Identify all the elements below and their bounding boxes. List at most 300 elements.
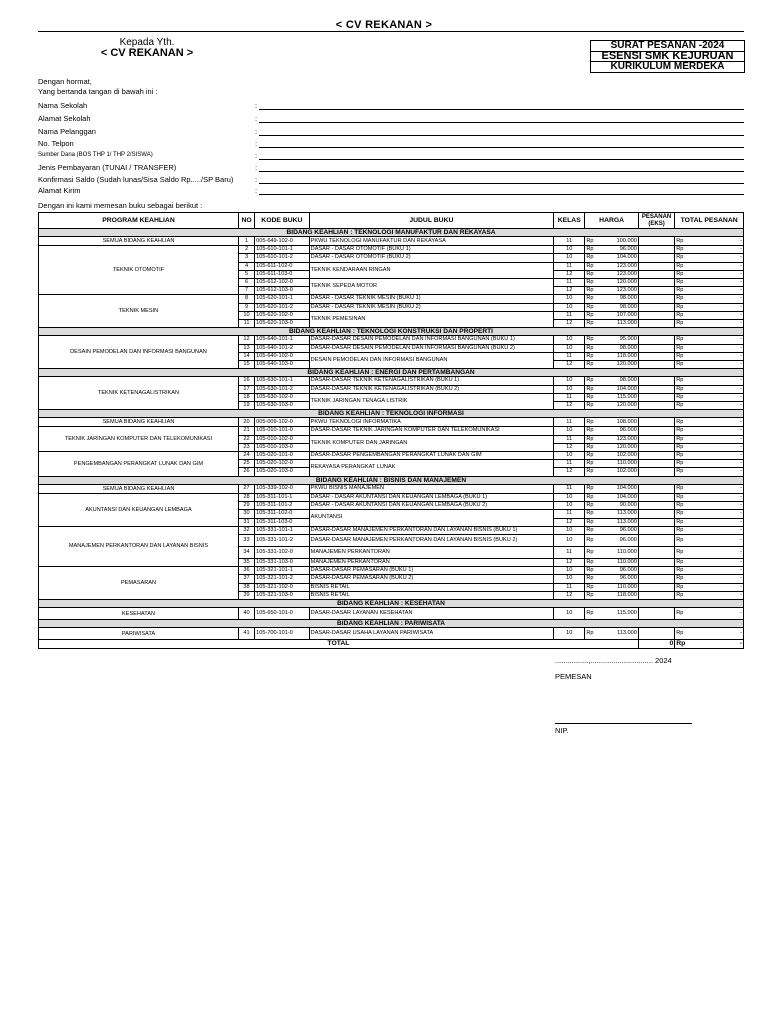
- form-field-row: [38, 149, 744, 160]
- row-judul: TEKNIK KOMPUTER DAN JARINGAN: [309, 435, 553, 451]
- form-field-label: Konfirmasi Saldo (Sudah lunas/Sisa Saldo Rp...../SP Baru): [38, 175, 234, 184]
- program-name: DESAIN PEMODELAN DAN INFORMASI BANGUNAN: [39, 336, 239, 369]
- row-kelas: 12: [554, 518, 585, 526]
- row-pesanan-input[interactable]: [638, 518, 674, 526]
- row-total: -: [683, 246, 744, 254]
- row-pesanan-input[interactable]: [638, 303, 674, 311]
- row-total: -: [683, 591, 744, 599]
- row-total-currency: Rp: [676, 311, 684, 318]
- row-total: -: [683, 237, 744, 246]
- row-kelas: 10: [554, 575, 585, 583]
- row-no: 41: [238, 628, 254, 640]
- row-harga-currency: Rp: [585, 628, 605, 640]
- row-harga: 113.000: [605, 320, 638, 328]
- section-header-row: [39, 620, 744, 628]
- row-no: 15: [238, 361, 254, 369]
- row-harga-currency: Rp: [585, 344, 605, 352]
- row-pesanan-input[interactable]: [638, 468, 674, 476]
- table-row: [39, 237, 744, 246]
- row-kode: 105-620-103-0: [255, 320, 310, 328]
- row-pesanan-input[interactable]: [638, 526, 674, 534]
- row-pesanan-input[interactable]: [638, 402, 674, 410]
- row-total: -: [683, 352, 744, 360]
- section-header-row: [39, 599, 744, 607]
- row-total-currency: Rp: [676, 435, 684, 442]
- row-pesanan-input[interactable]: [638, 262, 674, 270]
- row-harga: 96.000: [605, 534, 638, 546]
- form-field-input[interactable]: [259, 135, 744, 136]
- row-no: 40: [238, 608, 254, 620]
- row-no: 24: [238, 452, 254, 460]
- form-field-input[interactable]: [259, 147, 744, 148]
- row-harga-currency: Rp: [585, 262, 605, 270]
- row-harga: 96.000: [605, 246, 638, 254]
- table-row: [39, 295, 744, 303]
- row-judul: DASAR-DASAR DESAIN PEMODELAN DAN INFORMASI BANGUNAN (BUKU 2): [309, 344, 553, 352]
- row-pesanan-input[interactable]: [638, 484, 674, 493]
- row-harga: 100.000: [605, 237, 638, 246]
- row-no: 31: [238, 518, 254, 526]
- row-kelas: 10: [554, 493, 585, 501]
- row-total: -: [683, 460, 744, 468]
- row-total-currency: Rp: [676, 493, 684, 500]
- row-total-currency: Rp: [676, 460, 684, 467]
- section-header-row: [39, 410, 744, 418]
- row-pesanan-input[interactable]: [638, 427, 674, 435]
- row-kode: 105-630-101-1: [255, 377, 310, 385]
- row-harga-currency: Rp: [585, 393, 605, 401]
- row-total: -: [683, 534, 744, 546]
- row-total: -: [683, 435, 744, 443]
- form-field-colon: :: [255, 127, 258, 136]
- row-kode: 105-630-101-2: [255, 385, 310, 393]
- row-harga: 96.000: [605, 567, 638, 575]
- row-kelas: 12: [554, 320, 585, 328]
- row-judul: DASAR - DASAR AKUNTANSI DAN KEUANGAN LEMBAGA (BUKU 2): [309, 502, 553, 510]
- row-pesanan-input[interactable]: [638, 460, 674, 468]
- row-pesanan-input[interactable]: [638, 546, 674, 558]
- row-harga: 120.000: [605, 361, 638, 369]
- row-pesanan-input[interactable]: [638, 246, 674, 254]
- row-total: -: [683, 303, 744, 311]
- row-total: -: [683, 270, 744, 278]
- form-field-label: Jenis Pembayaran (TUNAI / TRANSFER): [38, 163, 177, 172]
- row-no: 16: [238, 377, 254, 385]
- row-total-currency: Rp: [676, 402, 684, 409]
- surat-pesanan-title: SURAT PESANAN -2024: [591, 41, 744, 52]
- table-row: [39, 246, 744, 254]
- row-harga-currency: Rp: [585, 484, 605, 493]
- row-total-currency: Rp: [675, 546, 683, 558]
- row-harga: 104.000: [605, 484, 638, 493]
- total-label: TOTAL: [39, 640, 639, 648]
- row-kelas: 11: [554, 510, 585, 518]
- row-kelas: 10: [554, 303, 585, 311]
- row-harga-currency: Rp: [585, 518, 605, 526]
- row-total: -: [683, 279, 744, 287]
- table-row: [39, 377, 744, 385]
- row-total-currency: Rp: [676, 518, 684, 525]
- row-no: 12: [238, 336, 254, 344]
- row-kode: 105-630-103-0: [255, 402, 310, 410]
- section-title: BIDANG KEAHLIAN : TEKNOLOGI KONSTRUKSI DAN PROPERTI: [39, 328, 744, 336]
- section-header-row: [39, 328, 744, 336]
- recipient-block: [72, 38, 222, 58]
- row-kode: 105-321-103-0: [255, 591, 310, 599]
- form-field-row: [38, 125, 744, 136]
- form-field-colon: :: [255, 101, 258, 110]
- row-total-currency: Rp: [675, 608, 683, 620]
- row-total-currency: Rp: [676, 262, 684, 269]
- row-no: 1: [238, 237, 254, 246]
- row-judul: DASAR-DASAR USAHA LAYANAN PARIWISATA: [309, 628, 553, 640]
- row-pesanan-input[interactable]: [638, 443, 674, 451]
- row-total-currency: Rp: [676, 510, 684, 517]
- form-field-input[interactable]: [259, 171, 744, 172]
- row-kode: 105-321-102-0: [255, 583, 310, 591]
- form-field-input[interactable]: [259, 122, 744, 123]
- row-harga-currency: Rp: [585, 377, 605, 385]
- row-harga-currency: Rp: [585, 287, 605, 295]
- total-row: [39, 640, 744, 648]
- row-pesanan-input[interactable]: [638, 575, 674, 583]
- row-no: 7: [238, 287, 254, 295]
- row-kelas: 11: [554, 435, 585, 443]
- row-harga-currency: Rp: [585, 567, 605, 575]
- row-judul: TEKNIK JARINGAN TENAGA LISTRIK: [309, 393, 553, 409]
- row-judul: BISNIS RETAIL: [309, 591, 553, 599]
- row-judul: DESAIN PEMODELAN DAN INFORMASI BANGUNAN: [309, 352, 553, 368]
- row-harga-currency: Rp: [585, 311, 605, 319]
- row-harga: 118.000: [605, 352, 638, 360]
- row-pesanan-input[interactable]: [638, 510, 674, 518]
- row-harga: 120.000: [605, 443, 638, 451]
- form-field-colon: :: [255, 114, 258, 123]
- program-name: PARIWISATA: [39, 628, 239, 640]
- row-harga-currency: Rp: [585, 493, 605, 501]
- form-field-input[interactable]: [259, 109, 744, 110]
- form-field-label: Nama Sekolah: [38, 101, 88, 110]
- page-title: < CV REKANAN >: [335, 19, 433, 31]
- row-pesanan-input[interactable]: [638, 270, 674, 278]
- row-kode: 105-612-102-0: [255, 279, 310, 287]
- row-judul: DASAR-DASAR MANAJEMEN PERKANTORAN DAN LAYANAN BISNIS (BUKU 2): [309, 534, 553, 546]
- row-kode: 105-700-101-0: [255, 628, 310, 640]
- row-harga-currency: Rp: [585, 435, 605, 443]
- row-harga: 113.000: [605, 518, 638, 526]
- row-pesanan-input[interactable]: [638, 591, 674, 599]
- row-judul: PKWU TEKNOLOGI MANUFAKTUR DAN REKAYASA: [309, 237, 553, 246]
- row-total: -: [683, 583, 744, 591]
- row-harga: 110.000: [605, 583, 638, 591]
- row-pesanan-input[interactable]: [638, 352, 674, 360]
- program-name: SEMUA BIDANG KEAHLIAN: [39, 237, 239, 246]
- row-kode: 105-611-102-0: [255, 262, 310, 270]
- row-harga: 96.000: [605, 575, 638, 583]
- col-judul: JUDUL BUKU: [309, 213, 553, 229]
- row-kode: 105-640-101-2: [255, 344, 310, 352]
- esensi-title: ESENSI SMK KEJURUAN: [591, 52, 744, 63]
- table-row: [39, 452, 744, 460]
- row-no: 36: [238, 567, 254, 575]
- form-field-row: [38, 173, 744, 184]
- row-pesanan-input[interactable]: [638, 608, 674, 620]
- row-total: -: [683, 510, 744, 518]
- form-field-row: [38, 112, 744, 123]
- row-harga-currency: Rp: [585, 526, 605, 534]
- row-total-currency: Rp: [676, 279, 684, 286]
- row-harga-currency: Rp: [585, 295, 605, 303]
- section-title: BIDANG KEAHLIAN : PARIWISATA: [39, 620, 744, 628]
- row-no: 28: [238, 493, 254, 501]
- row-judul: PKWU TEKNOLOGI INFORMATIKA: [309, 418, 553, 427]
- row-harga: 102.000: [605, 468, 638, 476]
- row-total-currency: Rp: [676, 591, 684, 598]
- row-kelas: 10: [554, 502, 585, 510]
- row-total-currency: Rp: [676, 385, 684, 392]
- section-title: BIDANG KEAHLIAN : KESEHATAN: [39, 599, 744, 607]
- row-pesanan-input[interactable]: [638, 493, 674, 501]
- row-harga-currency: Rp: [585, 352, 605, 360]
- form-field-input[interactable]: [259, 159, 744, 160]
- row-no: 13: [238, 344, 254, 352]
- row-no: 17: [238, 385, 254, 393]
- row-total-currency: Rp: [676, 452, 684, 459]
- row-pesanan-input[interactable]: [638, 320, 674, 328]
- row-no: 2: [238, 246, 254, 254]
- row-kelas: 10: [554, 377, 585, 385]
- row-no: 34: [238, 546, 254, 558]
- form-field-label: Alamat Sekolah: [38, 114, 91, 123]
- row-kelas: 12: [554, 270, 585, 278]
- row-total: -: [683, 558, 744, 566]
- program-name: MANAJEMEN PERKANTORAN DAN LAYANAN BISNIS: [39, 526, 239, 566]
- row-total: -: [683, 311, 744, 319]
- row-judul: DASAR-DASAR TEKNIK KETENAGALISTRIKAN (BUKU 1): [309, 377, 553, 385]
- program-name: TEKNIK OTOMOTIF: [39, 246, 239, 295]
- row-no: 6: [238, 279, 254, 287]
- row-total: -: [683, 484, 744, 493]
- row-harga-currency: Rp: [585, 468, 605, 476]
- row-kode: 105-650-101-0: [255, 608, 310, 620]
- recipient-salutation: Kepada Yth.: [119, 37, 175, 48]
- form-field-input[interactable]: [259, 194, 744, 195]
- row-pesanan-input[interactable]: [638, 344, 674, 352]
- row-total-currency: Rp: [676, 443, 684, 450]
- row-total: -: [683, 295, 744, 303]
- row-harga: 113.000: [605, 510, 638, 518]
- row-harga: 118.000: [605, 591, 638, 599]
- row-kelas: 11: [554, 311, 585, 319]
- row-pesanan-input[interactable]: [638, 558, 674, 566]
- row-pesanan-input[interactable]: [638, 311, 674, 319]
- row-total: -: [683, 262, 744, 270]
- row-total: -: [683, 608, 744, 620]
- row-pesanan-input[interactable]: [638, 393, 674, 401]
- table-row: [39, 418, 744, 427]
- row-pesanan-input[interactable]: [638, 385, 674, 393]
- row-kelas: 11: [554, 484, 585, 493]
- row-harga: 104.000: [605, 493, 638, 501]
- row-total-currency: Rp: [676, 361, 684, 368]
- row-pesanan-input[interactable]: [638, 502, 674, 510]
- row-harga-currency: Rp: [585, 402, 605, 410]
- row-harga: 95.000: [605, 336, 638, 344]
- row-pesanan-input[interactable]: [638, 279, 674, 287]
- row-pesanan-input[interactable]: [638, 583, 674, 591]
- row-judul: MANAJEMEN PERKANTORAN: [309, 558, 553, 566]
- table-row: [39, 484, 744, 493]
- row-no: 4: [238, 262, 254, 270]
- row-harga-currency: Rp: [585, 237, 605, 246]
- program-name: PENGEMBANGAN PERANGKAT LUNAK DAN GIM: [39, 452, 239, 477]
- order-table: [38, 212, 744, 649]
- section-header-row: [39, 476, 744, 484]
- col-pesanan: PESANAN (EKS): [638, 213, 674, 229]
- row-kode: 105-331-103-0: [255, 558, 310, 566]
- row-kelas: 10: [554, 608, 585, 620]
- row-total: -: [683, 336, 744, 344]
- row-total-currency: Rp: [676, 320, 684, 327]
- row-kelas: 11: [554, 352, 585, 360]
- form-field-label: No. Telpon: [38, 139, 74, 148]
- row-harga: 115.000: [605, 608, 638, 620]
- row-no: 3: [238, 254, 254, 262]
- total-currency: Rp: [676, 640, 686, 648]
- row-pesanan-input[interactable]: [638, 336, 674, 344]
- row-pesanan-input[interactable]: [638, 534, 674, 546]
- row-kode: 105-610-101-1: [255, 246, 310, 254]
- row-no: 35: [238, 558, 254, 566]
- row-judul: DASAR - DASAR OTOMOTIF (BUKU 1): [309, 246, 553, 254]
- row-pesanan-input[interactable]: [638, 287, 674, 295]
- row-kelas: 12: [554, 361, 585, 369]
- row-pesanan-input[interactable]: [638, 377, 674, 385]
- row-harga-currency: Rp: [585, 452, 605, 460]
- row-no: 39: [238, 591, 254, 599]
- row-total-currency: Rp: [675, 237, 683, 246]
- form-field-label: Nama Pelanggan: [38, 127, 96, 136]
- row-total: -: [683, 377, 744, 385]
- row-judul: DASAR - DASAR OTOMOTIF (BUKU 2): [309, 254, 553, 262]
- program-name: TEKNIK KETENAGALISTRIKAN: [39, 377, 239, 410]
- row-kelas: 10: [554, 427, 585, 435]
- row-harga: 123.000: [605, 287, 638, 295]
- row-kode: 105-620-102-0: [255, 311, 310, 319]
- row-harga-currency: Rp: [585, 336, 605, 344]
- row-kode: 105-311-101-1: [255, 493, 310, 501]
- row-pesanan-input[interactable]: [638, 361, 674, 369]
- row-total-currency: Rp: [676, 344, 684, 351]
- row-total-currency: Rp: [676, 558, 684, 565]
- form-field-row: [38, 137, 744, 148]
- row-kode: 105-311-102-0: [255, 510, 310, 518]
- row-total: -: [683, 628, 744, 640]
- row-total: -: [683, 468, 744, 476]
- row-judul: DASAR-DASAR TEKNIK KETENAGALISTRIKAN (BUKU 2): [309, 385, 553, 393]
- row-harga: 120.000: [605, 279, 638, 287]
- row-no: 37: [238, 575, 254, 583]
- row-kelas: 10: [554, 295, 585, 303]
- section-title: BIDANG KEAHLIAN : TEKNOLOGI INFORMASI: [39, 410, 744, 418]
- table-row: [39, 336, 744, 344]
- row-pesanan-input[interactable]: [638, 295, 674, 303]
- row-harga: 110.000: [605, 546, 638, 558]
- row-kelas: 12: [554, 558, 585, 566]
- row-pesanan-input[interactable]: [638, 237, 674, 246]
- col-program: PROGRAM KEAHLIAN: [39, 213, 239, 229]
- row-judul: AKUNTANSI: [309, 510, 553, 526]
- row-kelas: 10: [554, 385, 585, 393]
- row-kode: 105-020-103-0: [255, 468, 310, 476]
- row-kelas: 11: [554, 418, 585, 427]
- row-total: -: [683, 443, 744, 451]
- form-field-row: [38, 184, 744, 195]
- row-kode: 105-331-102-0: [255, 546, 310, 558]
- row-pesanan-input[interactable]: [638, 254, 674, 262]
- row-harga: 123.000: [605, 435, 638, 443]
- row-no: 20: [238, 418, 254, 427]
- row-pesanan-input[interactable]: [638, 628, 674, 640]
- row-total: -: [683, 575, 744, 583]
- row-harga: 120.000: [605, 402, 638, 410]
- row-no: 29: [238, 502, 254, 510]
- row-total: -: [683, 287, 744, 295]
- row-harga-currency: Rp: [585, 510, 605, 518]
- row-judul: DASAR-DASAR TEKNIK JARINGAN KOMPUTER DAN TELEKOMUNIKASI: [309, 427, 553, 435]
- program-name: SEMUA BIDANG KEAHLIAN: [39, 484, 239, 493]
- row-total-currency: Rp: [676, 393, 684, 400]
- row-no: 26: [238, 468, 254, 476]
- row-no: 25: [238, 460, 254, 468]
- form-field-row: [38, 99, 744, 110]
- row-harga-currency: Rp: [585, 279, 605, 287]
- row-kode: 105-630-102-0: [255, 393, 310, 401]
- row-kelas: 10: [554, 534, 585, 546]
- row-no: 33: [238, 534, 254, 546]
- row-no: 8: [238, 295, 254, 303]
- row-pesanan-input[interactable]: [638, 435, 674, 443]
- top-divider: [38, 31, 744, 32]
- row-kelas: 11: [554, 237, 585, 246]
- row-kelas: 12: [554, 443, 585, 451]
- row-total-currency: Rp: [676, 526, 684, 533]
- row-harga-currency: Rp: [585, 575, 605, 583]
- row-total-currency: Rp: [675, 628, 683, 640]
- signature-pemesan: PEMESAN: [555, 672, 592, 681]
- row-judul: REKAYASA PERANGKAT LUNAK: [309, 460, 553, 476]
- total-amount: -: [683, 640, 744, 648]
- row-kode: 105-610-101-2: [255, 254, 310, 262]
- col-kelas: KELAS: [554, 213, 585, 229]
- row-kode: 105-311-103-0: [255, 518, 310, 526]
- kurikulum-title: KURIKULUM MERDEKA: [610, 61, 725, 72]
- row-kode: 105-620-101-2: [255, 303, 310, 311]
- row-harga: 104.000: [605, 385, 638, 393]
- section-header-row: [39, 229, 744, 237]
- row-pesanan-input[interactable]: [638, 567, 674, 575]
- row-judul: PKWU BISNIS MANAJEMEN: [309, 484, 553, 493]
- row-pesanan-input[interactable]: [638, 418, 674, 427]
- row-judul: BISNIS RETAIL: [309, 583, 553, 591]
- table-row: [39, 427, 744, 435]
- row-harga-currency: Rp: [585, 427, 605, 435]
- row-kelas: 10: [554, 628, 585, 640]
- row-pesanan-input[interactable]: [638, 452, 674, 460]
- row-judul: DASAR-DASAR PENGEMBANGAN PERANGKAT LUNAK DAN GIM: [309, 452, 553, 460]
- row-total: -: [683, 427, 744, 435]
- row-harga: 115.000: [605, 393, 638, 401]
